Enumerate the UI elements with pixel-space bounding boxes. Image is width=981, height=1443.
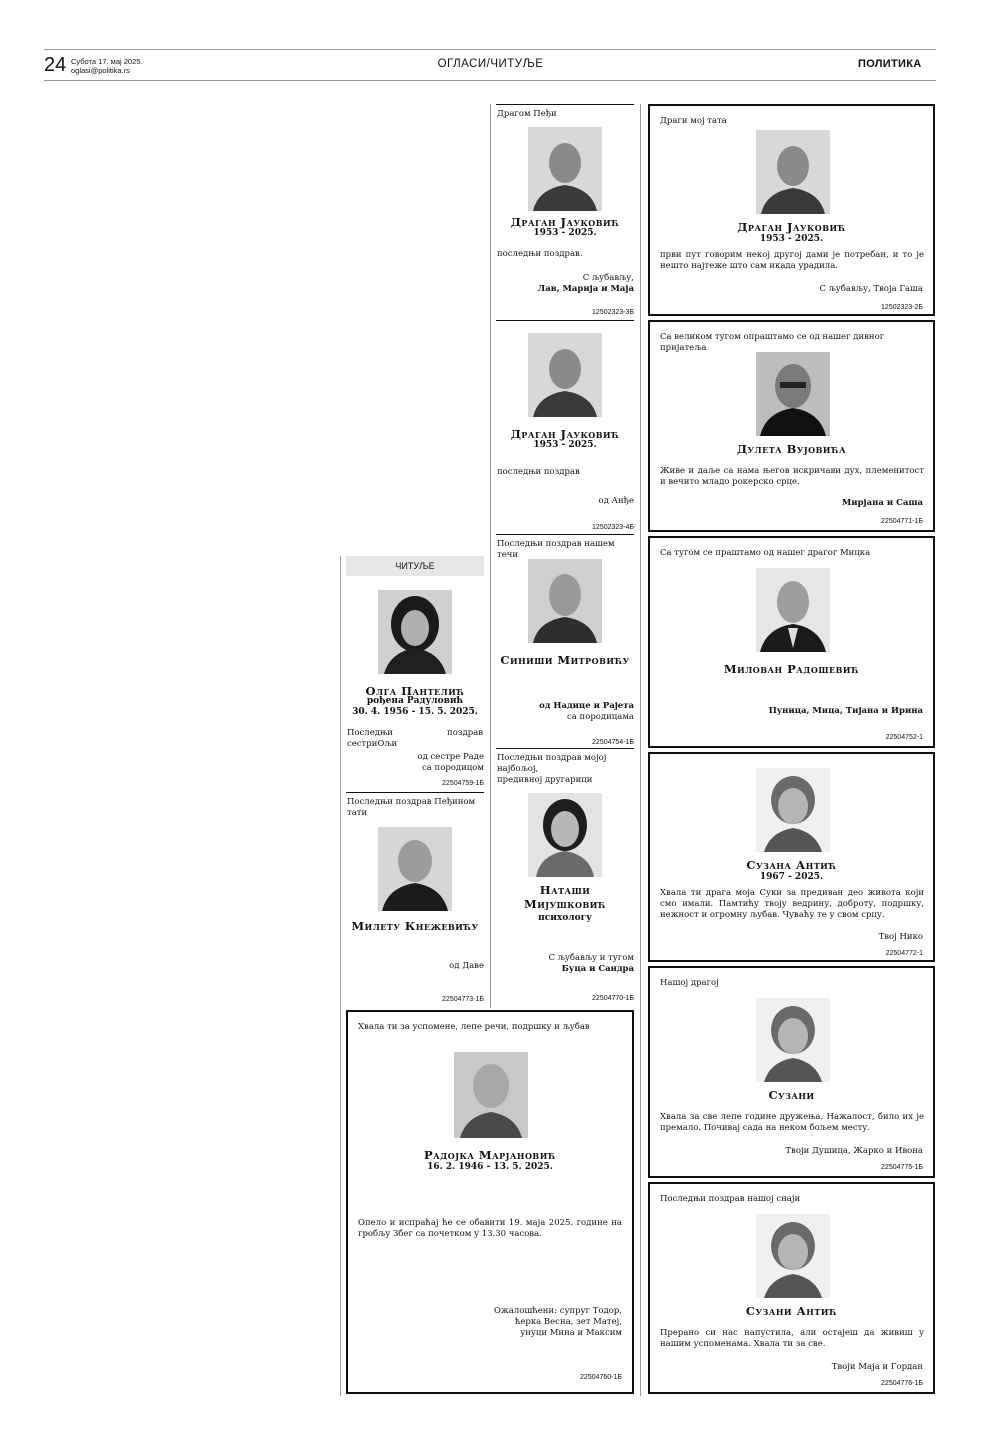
signature-line: од сестре Раде bbox=[417, 752, 484, 762]
ad-code: 22504776-1Б bbox=[881, 1380, 923, 1387]
notice-text: Хвала ти драга моја Суки за предиван део живота који смо имали. Памтићу твоју ведрину, доброту, подршку, нежност и огромну љубав. Чуваћу те у свом срцу. bbox=[660, 888, 924, 920]
name-line: Мијушковић bbox=[524, 897, 606, 911]
ad-code: 22504770-1Б bbox=[592, 995, 634, 1002]
ad-code: 22504760-1Б bbox=[580, 1374, 622, 1381]
portrait-icon bbox=[756, 568, 830, 652]
section-bar: ЧИТУЉЕ bbox=[346, 556, 484, 576]
notice-intro: Хвала ти за успомене, лепе речи, подршку и љубав bbox=[358, 1022, 590, 1032]
portrait-icon bbox=[378, 590, 452, 674]
obituary-notice bbox=[496, 748, 634, 1008]
profession: психологу bbox=[538, 913, 592, 923]
signature: Твој Нико bbox=[878, 932, 923, 942]
deceased-name: Милету Кнежевићу bbox=[351, 919, 479, 933]
section-title: ОГЛАСИ/ЧИТУЉЕ bbox=[437, 58, 544, 70]
notice-intro: Нашој драгој bbox=[660, 978, 719, 988]
deceased-name: Драган Јауковић bbox=[510, 215, 620, 229]
portrait-icon bbox=[454, 1052, 528, 1138]
obituary-notice bbox=[346, 1010, 634, 1394]
ad-code: 22504773-1Б bbox=[442, 996, 484, 1003]
portrait-icon bbox=[756, 130, 830, 214]
life-dates: 1953 - 2025. bbox=[759, 234, 824, 244]
intro-line: Последњи поздрав мојој најбољој, bbox=[497, 753, 607, 774]
notice-text: први пут говорим некој другој дами је потребан, и то је нешто најтеже што сам икада урадила. bbox=[660, 250, 924, 271]
signature bbox=[538, 273, 634, 295]
signature-line: С љубављу, bbox=[582, 273, 634, 283]
obituary-notice bbox=[648, 752, 935, 962]
signature-names: Буца и Сандра bbox=[561, 964, 634, 974]
signature-line: унуци Мина и Максим bbox=[520, 1328, 622, 1338]
portrait-icon bbox=[756, 352, 830, 436]
portrait-icon bbox=[528, 559, 602, 643]
deceased-name bbox=[496, 883, 634, 911]
newspaper-logo: ПОЛИТИКА bbox=[858, 58, 922, 70]
ad-code: 12502323-3Б bbox=[592, 309, 634, 316]
notice-intro: Последњи поздрав Пеђином тати bbox=[347, 797, 476, 818]
signature: С љубављу, Твоја Гаша bbox=[819, 284, 923, 294]
column-rule bbox=[490, 104, 491, 1008]
deceased-name: Драган Јауковић bbox=[737, 220, 846, 234]
signature: Пуница, Мица, Тијана и Ирина bbox=[768, 706, 923, 716]
ad-code: 12502323-2Б bbox=[881, 304, 923, 311]
signature: Мирјана и Саша bbox=[841, 498, 923, 508]
name-line: Наташи bbox=[539, 883, 591, 897]
column-rule bbox=[340, 556, 341, 1396]
signature bbox=[494, 1306, 622, 1339]
portrait-icon bbox=[528, 127, 602, 211]
obituary-notice bbox=[648, 320, 935, 532]
ad-code: 12502323-4Б bbox=[592, 524, 634, 531]
portrait-icon bbox=[528, 333, 602, 417]
signature bbox=[549, 953, 634, 975]
notice-text: Последњи поздрав сестриОљи bbox=[347, 728, 483, 749]
life-dates: 30. 4. 1956 - 15. 5. 2025. bbox=[352, 707, 478, 717]
portrait-icon bbox=[528, 793, 602, 877]
notice-text: Прерано си нас напустила, али остајеш да живиш у нашим успоменама. Хвала ти за све. bbox=[660, 1328, 924, 1349]
signature: Твоји Душица, Жарко и Ивона bbox=[785, 1146, 923, 1156]
life-dates: 1953 - 2025. bbox=[533, 440, 597, 450]
notice-intro: Последњи поздрав нашем течи bbox=[497, 539, 615, 560]
life-dates: 1967 - 2025. bbox=[759, 872, 824, 882]
notice-text: последњи поздрав. bbox=[497, 249, 583, 259]
notice-intro bbox=[497, 753, 633, 786]
ad-code: 22504771-1Б bbox=[881, 518, 923, 525]
obituary-notice bbox=[346, 792, 484, 1008]
portrait-icon bbox=[378, 827, 452, 911]
signature-names: од Надице и Рајета bbox=[539, 701, 634, 711]
ad-code: 22504754-1Б bbox=[592, 739, 634, 746]
notice-intro: Последњи поздрав нашој снаји bbox=[660, 1194, 801, 1204]
deceased-name: Радојка Марјановић bbox=[424, 1148, 556, 1162]
deceased-name: Олга Пантелић bbox=[365, 684, 465, 698]
signature: Твоји Маја и Гордан bbox=[831, 1362, 923, 1372]
deceased-name: Дулета Вујовића bbox=[736, 442, 847, 456]
intro-line: предивној другарици bbox=[497, 775, 593, 785]
notice-intro: Са великом тугом опраштамо се од нашег дивног пријатеља bbox=[660, 332, 885, 353]
ad-code: 22504775-1Б bbox=[881, 1164, 923, 1171]
column-rule bbox=[640, 104, 641, 1396]
obituary-notice bbox=[648, 104, 935, 316]
signature-line: С љубављу и тугом bbox=[548, 953, 634, 963]
notice-text: Хвала за све лепе године дружења. Нажалост, било их је премало. Почивај сада на неком бољем месту. bbox=[660, 1112, 924, 1133]
obituary-notice bbox=[648, 536, 935, 748]
portrait-icon bbox=[756, 1214, 830, 1298]
ad-code: 22504772-1 bbox=[885, 950, 923, 957]
life-dates: 16. 2. 1946 - 13. 5. 2025. bbox=[427, 1162, 553, 1172]
notice-intro: Са тугом се праштамо од нашег драгог Мицка bbox=[660, 548, 871, 558]
header-top-rule bbox=[44, 49, 936, 50]
signature-line: Ожалошћени: супруг Тодор, bbox=[494, 1306, 622, 1316]
signature bbox=[539, 701, 634, 723]
notice-text: Живе и даље са нама његов искричави дух, племенитост и вечито младо рокерско срце. bbox=[660, 466, 924, 487]
email-text: oglasi@politika.rs bbox=[71, 66, 130, 75]
obituary-notice bbox=[496, 320, 634, 534]
obituary-notice bbox=[648, 1182, 935, 1394]
header-bottom-rule bbox=[44, 80, 936, 81]
signature-line: са породицом bbox=[422, 763, 484, 773]
ad-code: 22504752-1 bbox=[885, 734, 923, 741]
page-number: 24 bbox=[44, 54, 67, 76]
deceased-name: Синиши Митровићу bbox=[500, 653, 630, 667]
signature bbox=[417, 752, 484, 774]
portrait-icon bbox=[756, 998, 830, 1082]
portrait-icon bbox=[756, 768, 830, 852]
deceased-name: Сузани bbox=[768, 1088, 815, 1102]
notice-text: последњи поздрав bbox=[497, 467, 580, 477]
life-dates: 1953 - 2025. bbox=[533, 228, 597, 238]
obituary-notice bbox=[648, 966, 935, 1178]
obituary-notice bbox=[496, 534, 634, 748]
signature-line: ћерка Весна, зет Матеј, bbox=[514, 1317, 622, 1327]
obituary-notice bbox=[496, 104, 634, 320]
obituary-notice bbox=[346, 556, 484, 792]
signature: од Даве bbox=[449, 961, 484, 971]
notice-intro: Драги мој тата bbox=[660, 116, 727, 126]
ad-code: 22504759-1Б bbox=[442, 780, 484, 787]
deceased-name: Сузана Антић bbox=[746, 858, 837, 872]
signature: од Анђе bbox=[598, 496, 634, 506]
deceased-name: Драган Јауковић bbox=[510, 427, 620, 441]
signature-names: Лав, Марија и Маја bbox=[537, 284, 634, 294]
date-text: Субота 17. мај 2025. bbox=[71, 57, 143, 66]
notice-intro: Драгом Пеђи bbox=[497, 109, 557, 119]
deceased-name: Сузани Антић bbox=[745, 1304, 838, 1318]
deceased-name: Милован Радошевић bbox=[723, 662, 860, 676]
maiden-name: рођена Радуловић bbox=[366, 696, 464, 706]
notice-text: Опело и испраћај ће се обавити 19. маја 2025. године на гробљу Збег са почетком у 13.30 часова. bbox=[358, 1218, 622, 1239]
signature-line: са породицама bbox=[567, 712, 634, 722]
